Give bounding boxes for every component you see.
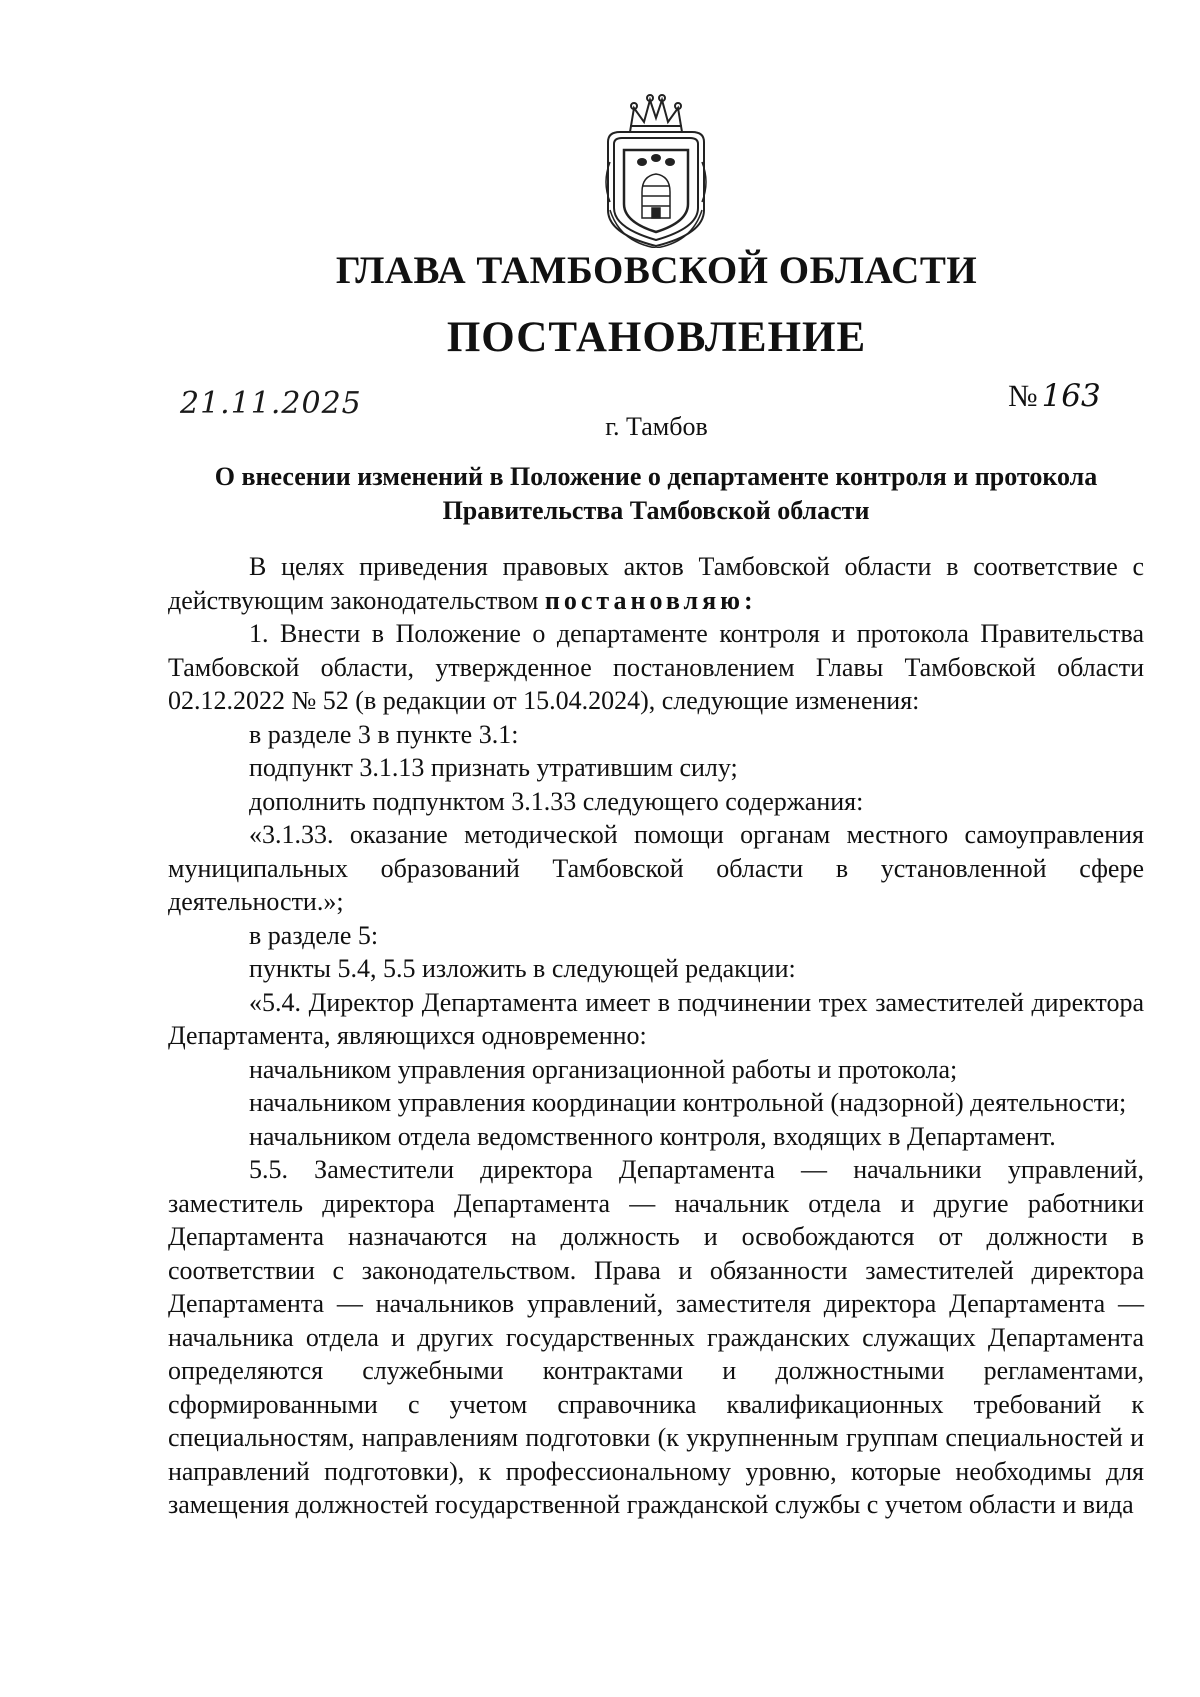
number-value: 163 — [1041, 378, 1101, 414]
document-date: 21.11.2025 — [180, 386, 362, 421]
document-number — [1008, 378, 1101, 414]
coat-of-arms-icon — [600, 92, 712, 248]
paragraph: 1. Внести в Положение о департаменте контроля и протокола Правительства Тамбовской области, утвержденное постановлением Главы Тамбовской области 02.12.2022 № 52 (в редакции от 15.04.2024), следующие изменения: — [168, 619, 1144, 715]
intro-text: В целях приведения правовых актов Тамбовской области в соответствие с действующим законодательством — [168, 552, 1144, 615]
subject-line-1: О внесении изменений в Положение о департаменте контроля и протокола — [214, 462, 1098, 491]
paragraph: «5.4. Директор Департамента имеет в подчинении трех заместителей директора Департамента, являющихся одновременно: — [168, 987, 1144, 1050]
document-body — [168, 550, 1144, 1522]
paragraph: пункты 5.4, 5.5 изложить в следующей редакции: — [249, 954, 796, 983]
paragraph: «3.1.33. оказание методической помощи органам местного самоуправления муниципальных образований Тамбовской области в установленной сфере деятельности.»; — [168, 820, 1144, 916]
document-subject — [168, 460, 1144, 528]
subject-line-2: Правительства Тамбовской области — [442, 496, 870, 525]
paragraph: начальником отдела ведомственного контроля, входящих в Департамент. — [249, 1121, 1056, 1151]
paragraph: начальником управления организационной работы и протокола; — [249, 1054, 958, 1084]
paragraph: дополнить подпунктом 3.1.33 следующего содержания: — [249, 786, 864, 816]
paragraph: в разделе 3 в пункте 3.1: — [249, 719, 519, 749]
document-city: г. Тамбов — [605, 412, 708, 441]
issuing-authority: ГЛАВА ТАМБОВСКОЙ ОБЛАСТИ — [335, 249, 978, 292]
paragraph: начальником управления координации контрольной (надзорной) деятельности; — [249, 1088, 1127, 1117]
decree-word: постановляю: — [544, 585, 757, 615]
document-type: ПОСТАНОВЛЕНИЕ — [446, 314, 867, 361]
paragraph: подпункт 3.1.13 признать утратившим силу; — [249, 753, 738, 782]
intro-paragraph — [168, 550, 1144, 617]
paragraph: 5.5. Заместители директора Департамента — начальники управлений, заместитель директора Департамента — начальник отдела и другие работники Департамента назначаются на должность и освобождаются от должности в соответствии с законодательством. Права и обязанности заместителей директора Департамента — начальников управлений, заместителя директора Департамента — начальника отдела и других государственных гражданских служащих Департамента определяются служебными контрактами и должностными регламентами, сформированными с учетом справочника квалификационных требований к специальностям, направлениям подготовки (к укрупненным группам специальностей и направлений подготовки), к профессиональному уровню, которые необходимы для замещения должностей государственной гражданской службы с учетом области и вида — [168, 1155, 1144, 1519]
number-label: № — [1008, 378, 1038, 413]
paragraph: в разделе 5: — [249, 920, 379, 950]
